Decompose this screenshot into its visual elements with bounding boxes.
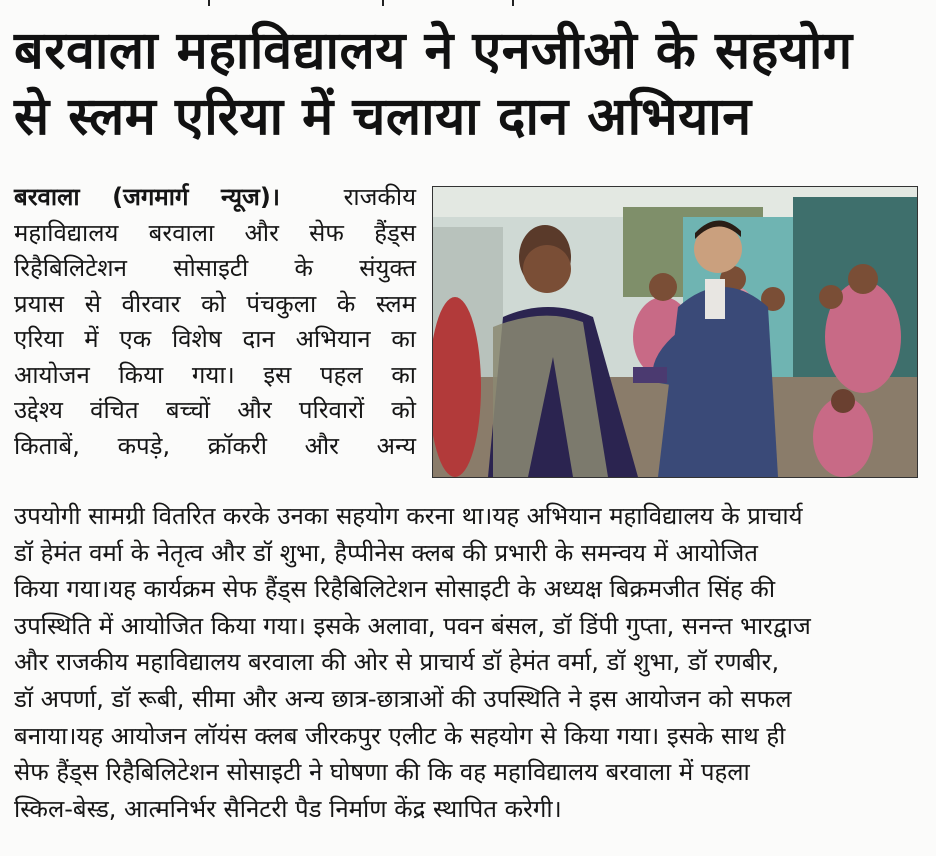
- headline-line-2: से स्लम एरिया में चलाया दान अभियान: [14, 87, 752, 147]
- body-line-6: डॉ अपर्णा, डॉ रूबी, सीमा और अन्य छात्र-छात्राओं की उपस्थिति ने इस आयोजन को सफल: [14, 684, 792, 713]
- column-line-1-text: राजकीय: [343, 183, 416, 211]
- headline-line-1: बरवाला महाविद्यालय ने एनजीओ के सहयोग: [14, 21, 853, 81]
- column-line-2: महाविद्यालय बरवाला और सेफ हैंड्स: [14, 218, 416, 247]
- column-line-5: एरिया में एक विशेष दान अभियान का: [14, 325, 416, 353]
- body-line-9: स्किल-बेस्ड, आत्मनिर्भर सैनिटरी पैड निर्माण केंद्र स्थापित करेगी।: [14, 794, 562, 823]
- news-photo-illustration: [433, 187, 917, 477]
- column-line-3: रिहैबिलिटेशन सोसाइटी के संयुक्त: [14, 254, 416, 282]
- column-line-1: [14, 180, 416, 216]
- body-line-4: उपस्थिति में आयोजित किया गया। इसके अलावा, पवन बंसल, डॉ डिंपी गुप्ता, सनन्त भारद्वाज: [14, 611, 811, 640]
- body-line-1: उपयोगी सामग्री वितरित करके उनका सहयोग करना था।यह अभियान महाविद्यालय के प्राचार्य: [14, 502, 803, 530]
- column-line-6: आयोजन किया गया। इस पहल का: [14, 360, 416, 389]
- column-line-4: प्रयास से वीरवार को पंचकुला के स्लम: [14, 289, 416, 318]
- column-line-8: किताबें, कपड़े, क्रॉकरी और अन्य: [14, 431, 416, 460]
- body-line-5: और राजकीय महाविद्यालय बरवाला की ओर से प्राचार्य डॉ हेमंत वर्मा, डॉ शुभा, डॉ रणबीर,: [14, 648, 780, 677]
- body-line-8: सेफ हैंड्स रिहैबिलिटेशन सोसाइटी ने घोषणा की कि वह महाविद्यालय बरवाला में पहला: [14, 758, 750, 787]
- dateline: बरवाला (जगमार्ग न्यूज)।: [14, 183, 280, 211]
- body-line-2: डॉ हेमंत वर्मा के नेतृत्व और डॉ शुभा, हैप्पीनेस क्लब की प्रभारी के समन्वय में आयोजित: [14, 538, 758, 567]
- body-line-7: बनाया।यह आयोजन लॉयंस क्लब जीरकपुर एलीट के सहयोग से किया गया। इसके साथ ही: [14, 721, 786, 750]
- article-body-fullwidth: [14, 498, 920, 827]
- column-line-7: उद्देश्य वंचित बच्चों और परिवारों को: [14, 396, 416, 424]
- article-column-text: [14, 180, 416, 464]
- body-line-3: किया गया।यह कार्यक्रम सेफ हैंड्स रिहैबिलिटेशन सोसाइटी के अध्यक्ष बिक्रमजीत सिंह की: [14, 575, 776, 604]
- news-photo: [432, 186, 918, 478]
- article-headline: [14, 18, 924, 150]
- cropped-previous-article-edge: [0, 0, 936, 12]
